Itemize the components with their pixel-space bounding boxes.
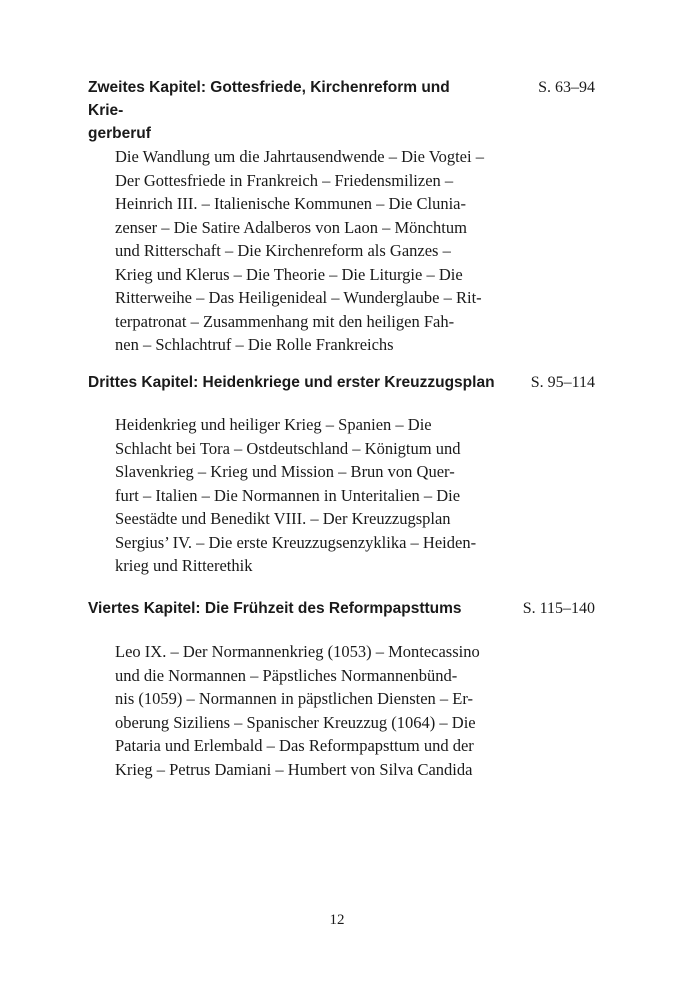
chapter-title-line: Drittes Kapitel: Heidenkriege und erster Kreuzzugsplan (88, 374, 495, 391)
summary-line: krieg und Ritterethik (115, 556, 253, 575)
chapter-summary (115, 640, 481, 781)
summary-line: furt – Italien – Die Normannen in Unteritalien – Die (115, 485, 461, 505)
chapter-title-line: Viertes Kapitel: Die Frühzeit des Reformpapsttums (88, 600, 462, 617)
chapter-heading (88, 76, 595, 145)
summary-line: Heinrich III. – Italienische Kommunen – Die Clunia- (115, 194, 466, 213)
summary-line: Der Gottesfriede in Frankreich – Friedensmilizen – (115, 170, 454, 190)
summary-line: und Ritterschaft – Die Kirchenreform als Ganzes – (115, 241, 451, 260)
summary-line: Pataria und Erlembald – Das Reformpapsttum und der (115, 736, 474, 755)
chapter-title (88, 76, 483, 145)
chapter-heading (88, 371, 595, 394)
chapter-page-range: S. 115–140 (522, 600, 595, 617)
summary-line: nen – Schlachtruf – Die Rolle Frankreichs (115, 335, 394, 354)
summary-line: Sergius’ IV. – Die erste Kreuzzugsenzyklika – Heiden- (115, 532, 477, 552)
chapter-page-range: S. 95–114 (530, 374, 595, 391)
summary-line: Leo IX. – Der Normannenkrieg (1053) – Montecassino (115, 642, 480, 661)
chapter-heading (88, 597, 595, 620)
chapter-title (88, 371, 498, 394)
page-number: 12 (329, 912, 345, 928)
summary-line: Die Wandlung um die Jahrtausendwende – Die Vogtei – (115, 147, 484, 166)
summary-line: und die Normannen – Päpstliches Normannenbünd- (115, 665, 458, 685)
summary-line: Ritterweihe – Das Heiligenideal – Wunderglaube – Rit- (115, 288, 482, 307)
summary-line: zenser – Die Satire Adalberos von Laon – Mönchtum (115, 217, 467, 237)
summary-line: Seestädte und Benedikt VIII. – Der Kreuzzugsplan (115, 509, 451, 528)
summary-line: Krieg und Klerus – Die Theorie – Die Liturgie – Die (115, 264, 463, 284)
summary-line: nis (1059) – Normannen in päpstlichen Diensten – Er- (115, 689, 474, 708)
chapter-title-line: Zweites Kapitel: Gottesfriede, Kirchenreform und Krie- (88, 79, 450, 119)
chapter-title (88, 597, 483, 620)
chapter-title-line: gerberuf (88, 125, 151, 142)
chapter-summary (115, 145, 484, 357)
summary-line: Slavenkrieg – Krieg und Mission – Brun von Quer- (115, 462, 455, 481)
summary-line: Krieg – Petrus Damiani – Humbert von Silva Candida (115, 759, 473, 779)
summary-line: Schlacht bei Tora – Ostdeutschland – Königtum und (115, 438, 461, 458)
chapter-page-range: S. 63–94 (538, 79, 595, 96)
summary-line: terpatronat – Zusammenhang mit den heiligen Fah- (115, 311, 455, 331)
chapter-summary (115, 413, 481, 578)
summary-line: Heidenkrieg und heiliger Krieg – Spanien – Die (115, 415, 432, 434)
summary-line: oberung Siziliens – Spanischer Kreuzzug (1064) – Die (115, 712, 476, 732)
